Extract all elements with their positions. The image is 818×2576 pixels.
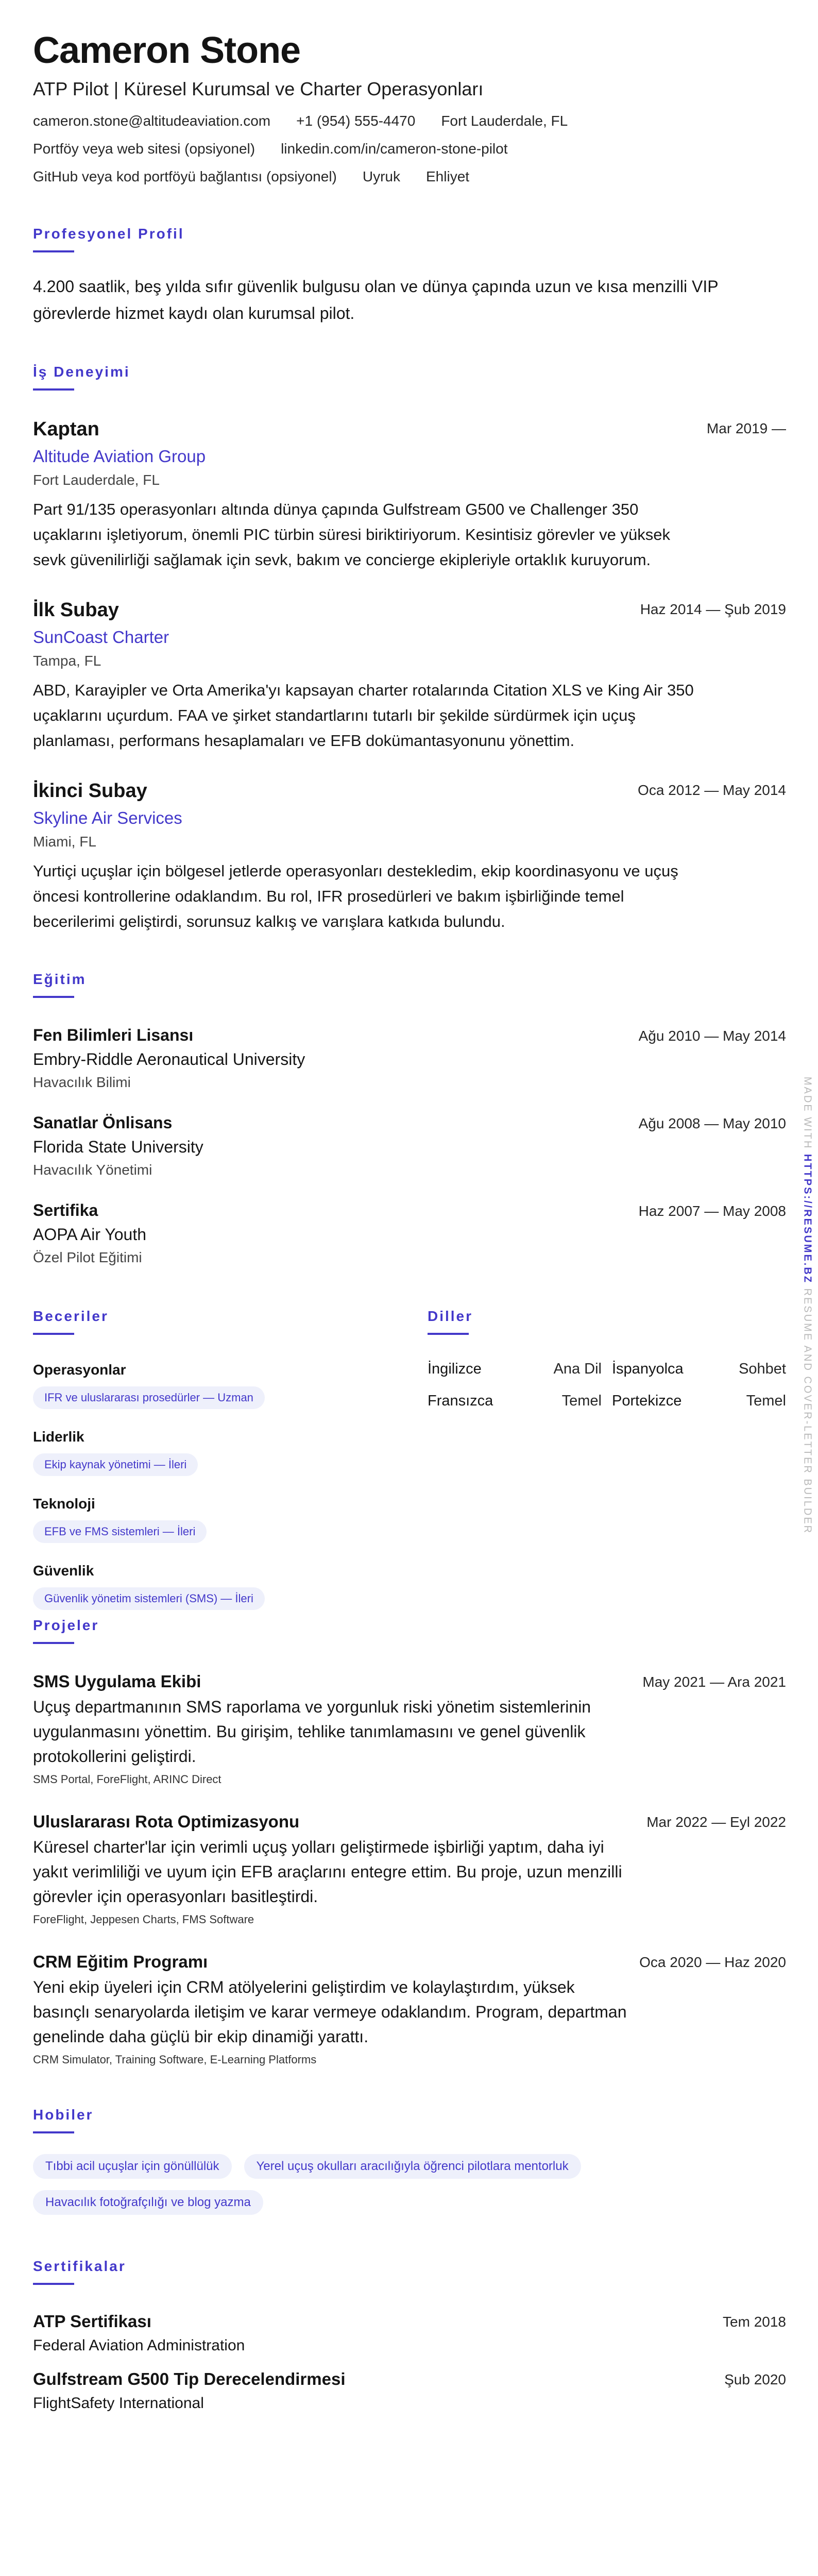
projects-section (33, 1616, 786, 2067)
experience-item (33, 598, 786, 753)
project-dates: Mar 2022 — Eyl 2022 (646, 1814, 786, 1830)
candidate-headline: ATP Pilot | Küresel Kurumsal ve Charter Operasyonları (33, 78, 484, 99)
education-school: Embry-Riddle Aeronautical University (33, 1050, 305, 1069)
education-degree: Sanatlar Önlisans (33, 1113, 173, 1132)
section-divider (33, 2283, 74, 2285)
language-name: Fransızca (428, 1393, 493, 1409)
job-dates: Oca 2012 — May 2014 (638, 782, 786, 798)
education-field: Havacılık Bilimi (33, 1074, 131, 1090)
experience-item (33, 779, 786, 934)
certificate-item (33, 2368, 786, 2414)
hobby-chip: Yerel uçuş okulları aracılığıyla öğrenci pilotlara mentorluk (244, 2154, 581, 2179)
certificate-date: Şub 2020 (724, 2371, 786, 2387)
profile-summary: 4.200 saatlik, beş yılda sıfır güvenlik bulgusu olan ve dünya çapında uzun ve kısa menzilli VIP görevlerde hizmet kaydı olan kurumsal pilot. (33, 277, 718, 323)
hobbies-section (33, 2106, 786, 2226)
hobbies-list (33, 2154, 786, 2226)
project-tech: ForeFlight, Jeppesen Charts, FMS Software (33, 1913, 254, 1926)
education-item (33, 1025, 786, 1092)
languages-grid (428, 1360, 786, 1410)
section-title-languages: Diller (428, 1308, 473, 1324)
language-level: Ana Dil (553, 1361, 602, 1377)
contact-github[interactable]: GitHub veya kod portföyü bağlantısı (opsiyonel) (33, 168, 337, 184)
project-tech: SMS Portal, ForeFlight, ARINC Direct (33, 1773, 221, 1786)
section-title-projects: Projeler (33, 1617, 99, 1633)
certificate-issuer: Federal Aviation Administration (33, 2337, 245, 2354)
contact-license: Ehliyet (426, 168, 470, 184)
section-title-profile: Profesyonel Profil (33, 226, 184, 242)
language-name: Portekizce (612, 1393, 682, 1409)
section-divider (33, 2131, 74, 2133)
section-divider (33, 1642, 74, 1644)
language-item (612, 1360, 786, 1378)
project-tech: CRM Simulator, Training Software, E-Learning Platforms (33, 2053, 317, 2066)
experience-item (33, 417, 786, 572)
education-section (33, 970, 786, 1267)
section-divider (33, 1333, 74, 1335)
resume-content (33, 29, 786, 2414)
skills-languages-section (33, 1307, 786, 1611)
education-degree: Fen Bilimleri Lisansı (33, 1026, 194, 1044)
skill-chip: EFB ve FMS sistemleri — İleri (33, 1520, 207, 1543)
education-degree: Sertifika (33, 1201, 98, 1219)
section-title-certificates: Sertifikalar (33, 2258, 126, 2274)
project-item (33, 1671, 786, 1787)
contact-portfolio[interactable]: Portföy veya web sitesi (opsiyonel) (33, 141, 255, 157)
certificate-item (33, 2311, 786, 2356)
language-level: Temel (746, 1393, 786, 1409)
job-company: Altitude Aviation Group (33, 447, 206, 466)
job-dates: Haz 2014 — Şub 2019 (640, 601, 786, 617)
hobby-chip: Tıbbi acil uçuşlar için gönüllülük (33, 2154, 232, 2179)
resume-header (33, 29, 786, 187)
section-title-education: Eğitim (33, 971, 87, 987)
skill-category: Teknoloji (33, 1496, 95, 1512)
project-description: Küresel charter'lar için verimli uçuş yolları geliştirmede işbirliği yaptım, daha iyi yakıt verimliliği ve uyum için EFB araçlarını entegre ettim. Bu proje, uzun menzilli görevler için operasyonları basitleştirdi. (33, 1838, 622, 1906)
certificate-name: Gulfstream G500 Tip Derecelendirmesi (33, 2369, 346, 2388)
job-description: ABD, Karayipler ve Orta Amerika'yı kapsayan charter rotalarında Citation XLS ve King Air 350 uçaklarını uçurdum. FAA ve şirket standartlarını tutarlı bir şekilde sürdürmek için uçuş planlaması, performans hesaplamaları ve EFB dokümantasyonunu yönettim. (33, 681, 694, 750)
section-divider (33, 996, 74, 998)
education-dates: Ağu 2010 — May 2014 (638, 1028, 786, 1044)
skill-category: Operasyonlar (33, 1362, 126, 1378)
job-title: İkinci Subay (33, 780, 147, 802)
skill-group (33, 1495, 394, 1543)
project-description: Uçuş departmanının SMS raporlama ve yorgunluk riski yönetim sistemlerinin uygulanmasını yönettim. Bu girişim, tehlike tanımlamasını ve genel güvenlik protokollerini geliştirdi. (33, 1698, 591, 1766)
contact-email[interactable]: cameron.stone@altitudeaviation.com (33, 113, 271, 129)
watermark-link[interactable]: HTTPS://RESUME.BZ (802, 1154, 813, 1284)
job-title: Kaptan (33, 418, 99, 440)
job-title: İlk Subay (33, 599, 119, 621)
project-dates: May 2021 — Ara 2021 (642, 1674, 786, 1690)
skill-chip: Ekip kaynak yönetimi — İleri (33, 1453, 198, 1476)
skill-chip: IFR ve uluslararası prosedürler — Uzman (33, 1386, 265, 1409)
contact-citizenship: Uyruk (362, 168, 400, 184)
education-school: Florida State University (33, 1138, 203, 1156)
section-divider (33, 388, 74, 391)
hobby-chip: Havacılık fotoğrafçılığı ve blog yazma (33, 2190, 263, 2215)
skill-category: Güvenlik (33, 1563, 94, 1579)
experience-section (33, 363, 786, 934)
certificate-date: Tem 2018 (723, 2314, 786, 2330)
contact-phone[interactable]: +1 (954) 555-4470 (296, 113, 416, 129)
education-item (33, 1112, 786, 1179)
job-company: SunCoast Charter (33, 628, 169, 647)
skill-group (33, 1361, 394, 1409)
contact-row-2 (33, 139, 786, 159)
education-field: Havacılık Yönetimi (33, 1162, 152, 1178)
profile-section (33, 225, 786, 327)
skill-category: Liderlik (33, 1429, 84, 1445)
contact-row-1 (33, 111, 786, 131)
language-item (428, 1360, 602, 1378)
skill-chip: Güvenlik yönetim sistemleri (SMS) — İleri (33, 1587, 265, 1610)
job-location: Fort Lauderdale, FL (33, 472, 160, 488)
contact-row-3 (33, 167, 786, 187)
language-name: İspanyolca (612, 1361, 684, 1377)
project-title: SMS Uygulama Ekibi (33, 1672, 201, 1691)
project-description: Yeni ekip üyeleri için CRM atölyelerini geliştirdim ve kolaylaştırdım, yüksek basınçlı senaryolarda iletişim ve karar vermeye odaklandım. Program, departman genelinde daha güçlü bir ekip dinamiği yarattı. (33, 1978, 627, 2046)
section-title-skills: Beceriler (33, 1308, 109, 1324)
certificate-name: ATP Sertifikası (33, 2312, 151, 2331)
skill-group (33, 1562, 394, 1610)
languages-column (428, 1307, 786, 1410)
education-item (33, 1200, 786, 1267)
job-location: Tampa, FL (33, 653, 101, 669)
job-location: Miami, FL (33, 834, 96, 850)
section-divider (33, 250, 74, 252)
project-title: CRM Eğitim Programı (33, 1952, 208, 1971)
project-item (33, 1811, 786, 1927)
contact-linkedin[interactable]: linkedin.com/in/cameron-stone-pilot (281, 141, 508, 157)
job-dates: Mar 2019 — (706, 420, 786, 436)
contact-location: Fort Lauderdale, FL (441, 113, 568, 129)
section-title-experience: İş Deneyimi (33, 364, 130, 380)
candidate-name: Cameron Stone (33, 30, 301, 71)
language-name: İngilizce (428, 1361, 482, 1377)
section-divider (428, 1333, 469, 1335)
builder-watermark (802, 1077, 813, 1534)
language-level: Sohbet (739, 1361, 786, 1377)
section-title-hobbies: Hobiler (33, 2107, 94, 2123)
job-description: Yurtiçi uçuşlar için bölgesel jetlerde operasyonları destekledim, ekip koordinasyonu ve uçuş öncesi kontrollerine odaklandım. Bu rol, IFR prosedürleri ve bakım işbirliğinde temel becerilerimi geliştirdi, sorunsuz kalkış ve varışlara katkıda bulundu. (33, 862, 678, 930)
watermark-prefix: MADE WITH (802, 1076, 813, 1150)
language-level: Temel (561, 1393, 602, 1409)
project-title: Uluslararası Rota Optimizasyonu (33, 1812, 300, 1831)
language-item (428, 1392, 602, 1410)
certificates-section (33, 2257, 786, 2414)
watermark-suffix: RESUME AND COVER-LETTER BUILDER (802, 1288, 813, 1535)
education-dates: Haz 2007 — May 2008 (638, 1203, 786, 1219)
language-item (612, 1392, 786, 1410)
skill-group (33, 1428, 394, 1476)
education-dates: Ağu 2008 — May 2010 (638, 1115, 786, 1131)
job-company: Skyline Air Services (33, 808, 182, 827)
project-item (33, 1951, 786, 2067)
education-field: Özel Pilot Eğitimi (33, 1249, 142, 1265)
project-dates: Oca 2020 — Haz 2020 (639, 1954, 786, 1970)
job-description: Part 91/135 operasyonları altında dünya çapında Gulfstream G500 ve Challenger 350 uçaklarını işletiyorum, önemli PIC türbin süresi biriktiriyorum. Kesintisiz görevler ve yüksek sevk güvenilirliği sağlamak için sevk, bakım ve concierge ekipleriyle ortaklık kuruyorum. (33, 500, 670, 569)
education-school: AOPA Air Youth (33, 1225, 147, 1244)
certificate-issuer: FlightSafety International (33, 2395, 204, 2412)
skills-column (33, 1307, 394, 1610)
